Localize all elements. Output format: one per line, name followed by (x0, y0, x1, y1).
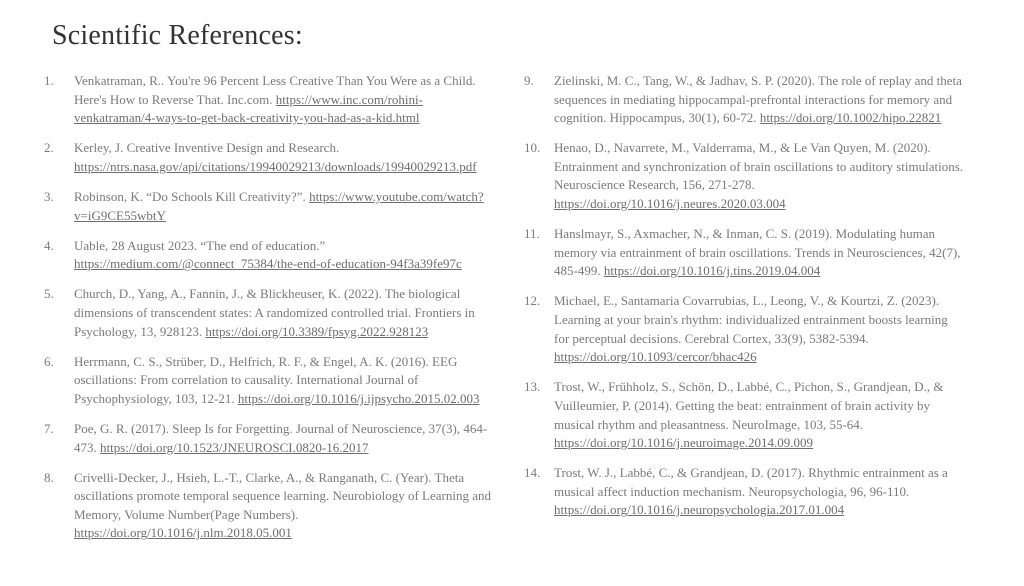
reference-link[interactable]: https://doi.org/10.1016/j.nlm.2018.05.001 (74, 525, 292, 541)
reference-link[interactable]: https://doi.org/10.3389/fpsyg.2022.928123 (205, 323, 429, 339)
reference-text-block (74, 353, 494, 409)
reference-item-8 (44, 469, 494, 543)
reference-link[interactable]: https://doi.org/10.1016/j.neuropsychologia.2017.01.004 (554, 502, 845, 518)
reference-citation: Henao, D., Navarrete, M., Valderrama, M., & Le Van Quyen, M. (2020). Entrainment and synchronization of brain oscillations to auditory stimulations. Neuroscience Research, 156, 271-278. (554, 140, 964, 193)
reference-citation: Trost, W. J., Labbé, C., & Grandjean, D. (2017). Rhythmic entrainment as a musical affect induction mechanism. Neuropsychologia, 96, 96-110. (554, 465, 948, 499)
reference-number: 6. (44, 353, 54, 369)
reference-item-7 (44, 420, 494, 457)
references-list-left (44, 72, 494, 543)
reference-citation: Michael, E., Santamaria Covarrubias, L., Leong, V., & Kourtzi, Z. (2023). Learning at your brain's rhythm: individualized entrainment boosts learning for perceptual decisions. Cerebral Cortex, 33(9), 5382-5394. (554, 293, 948, 346)
reference-link[interactable]: https://doi.org/10.1016/j.ijpsycho.2015.02.003 (237, 390, 480, 406)
reference-citation: Uable, 28 August 2023. “The end of education.” (74, 237, 326, 253)
reference-text-block (74, 188, 494, 225)
reference-citation: Church, D., Yang, A., Fannin, J., & Blickheuser, K. (2022). The biological dimensions of transcendent states: A randomized controlled trial. Frontiers in Psychology, 13, 928123. (74, 286, 475, 339)
reference-citation: Zielinski, M. C., Tang, W., & Jadhav, S. P. (2020). The role of replay and theta sequences in mediating hippocampal-prefrontal interactions for memory and cognition. Hippocampus, 30(1), 60-72. (554, 73, 962, 126)
reference-item-3 (44, 188, 494, 225)
reference-number: 12. (524, 293, 541, 309)
reference-citation: Poe, G. R. (2017). Sleep Is for Forgetting. Journal of Neuroscience, 37(3), 464-473. (74, 420, 488, 455)
reference-item-14 (524, 464, 964, 520)
page-title: Scientific References: (52, 20, 303, 51)
reference-citation: Trost, W., Frühholz, S., Schön, D., Labbé, C., Pichon, S., Grandjean, D., & Vuilleumier, P. (2014). Getting the beat: entrainment of brain activity by musical rhythm and pleasantness. NeuroImage, 103, 55-64. (554, 379, 944, 432)
reference-link[interactable]: https://doi.org/10.1016/j.neuroimage.2014.09.009 (554, 435, 814, 451)
reference-item-1 (44, 72, 494, 128)
reference-text-block (554, 72, 964, 128)
reference-text-block (74, 469, 494, 543)
reference-text-block (554, 292, 964, 366)
reference-text-block (74, 285, 494, 341)
reference-item-11 (524, 225, 964, 281)
reference-citation: Hanslmayr, S., Axmacher, N., & Inman, C. S. (2019). Modulating human memory via entrainment of brain oscillations. Trends in Neurosciences, 42(7), 485-499. (554, 226, 961, 279)
references-list-right (524, 72, 964, 520)
reference-item-13 (524, 378, 964, 452)
reference-text-block (554, 225, 964, 281)
reference-item-9 (524, 72, 964, 128)
reference-text-block (554, 378, 964, 452)
reference-citation: Venkatraman, R.. You're 96 Percent Less Creative Than You Were as a Child. Here's How to Reverse That. Inc.com. (74, 73, 476, 107)
reference-link[interactable]: https://doi.org/10.1016/j.tins.2019.04.004 (603, 263, 821, 279)
reference-text-block (554, 464, 964, 520)
reference-text-block (74, 420, 494, 457)
reference-text-block (74, 237, 494, 274)
reference-citation: Robinson, K. “Do Schools Kill Creativity?”. (74, 188, 306, 204)
reference-link[interactable]: https://www.inc.com/rohini-venkatraman/4-ways-to-get-back-creativity-you-had-as-a-kid.html (74, 91, 423, 126)
reference-number: 2. (44, 140, 54, 156)
references-column-left (44, 72, 494, 554)
reference-number: 3. (44, 188, 54, 204)
reference-link[interactable]: https://doi.org/10.1093/cercor/bhac426 (554, 349, 757, 365)
reference-item-2 (44, 139, 494, 176)
reference-link[interactable]: https://doi.org/10.1523/JNEUROSCI.0820-16.2017 (100, 439, 369, 455)
reference-link[interactable]: https://doi.org/10.1002/hipo.22821 (759, 110, 942, 126)
reference-item-10 (524, 139, 964, 213)
reference-text-block (74, 72, 494, 128)
reference-number: 8. (44, 469, 54, 485)
reference-number: 5. (44, 286, 54, 302)
reference-number: 10. (524, 140, 541, 156)
reference-number: 7. (44, 420, 54, 436)
reference-item-5 (44, 285, 494, 341)
reference-number: 1. (44, 73, 54, 88)
reference-number: 11. (524, 226, 540, 242)
reference-text-block (74, 139, 494, 176)
reference-number: 13. (524, 379, 541, 395)
reference-citation: Kerley, J. Creative Inventive Design and Research. (74, 140, 340, 156)
reference-number: 4. (44, 237, 54, 253)
reference-link[interactable]: https://ntrs.nasa.gov/api/citations/19940029213/downloads/19940029213.pdf (74, 158, 477, 174)
reference-item-6 (44, 353, 494, 409)
reference-number: 14. (524, 465, 541, 481)
reference-link[interactable]: https://www.youtube.com/watch?v=iG9CE55wbtY (74, 188, 484, 223)
reference-link[interactable]: https://medium.com/@connect_75384/the-end-of-education-94f3a39fe97c (74, 256, 462, 272)
reference-link[interactable]: https://doi.org/10.1016/j.neures.2020.03.004 (554, 196, 786, 212)
reference-text-block (554, 139, 964, 213)
reference-item-12 (524, 292, 964, 366)
reference-citation: Herrmann, C. S., Strüber, D., Helfrich, R. F., & Engel, A. K. (2016). EEG oscillations: From correlation to causality. International Journal of Psychophysiology, 103, 12-21. (74, 353, 458, 406)
reference-citation: Crivelli-Decker, J., Hsieh, L.-T., Clarke, A., & Ranganath, C. (Year). Theta oscillations promote temporal sequence learning. Neurobiology of Learning and Memory, Volume Number(Page Numbers). (74, 469, 491, 522)
reference-number: 9. (524, 73, 534, 88)
reference-item-4 (44, 237, 494, 274)
references-column-right (524, 72, 964, 531)
